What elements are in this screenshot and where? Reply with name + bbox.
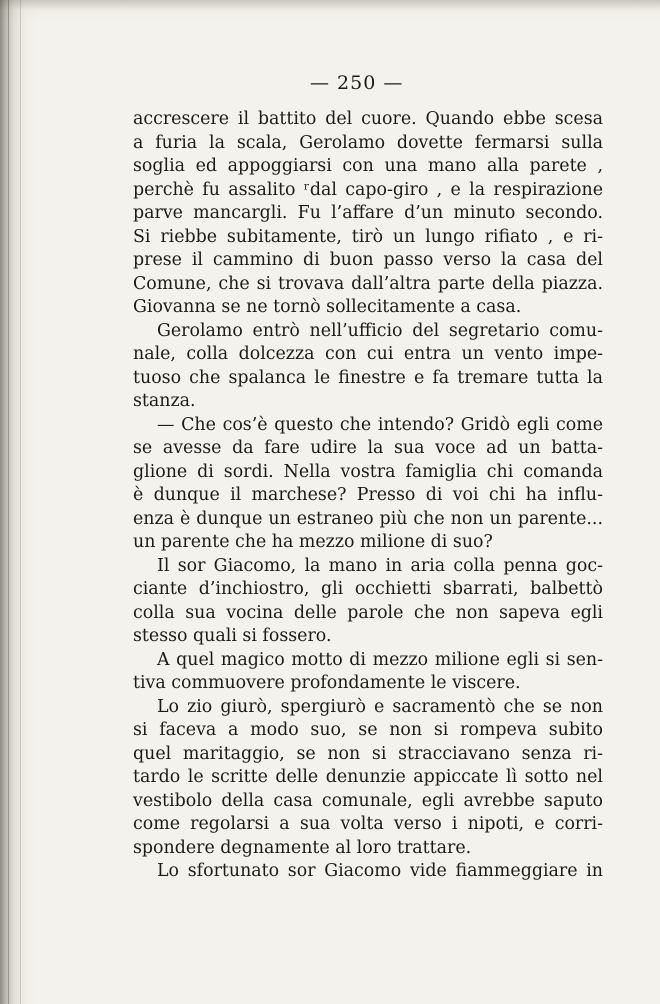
text-line: vestibolo della casa comunale, egli avrebbe saputo (133, 790, 603, 811)
text-line: nale, colla dolcezza con cui entra un vento impe- (133, 344, 603, 364)
gutter-edge-line (20, 0, 21, 1004)
page-number: — 250 — (310, 72, 404, 94)
gutter-edge-line (8, 0, 9, 1004)
text-line: si faceva a modo suo, se non si rompeva subito (133, 720, 603, 740)
text-line: spondere degnamente al loro trattare. (133, 837, 472, 858)
text-line: è dunque il marchese? Presso di voi chi ha influ- (133, 485, 603, 505)
text-line: colla sua vocina delle parole che non sapeva egli (133, 602, 603, 623)
text-line: stanza. (133, 391, 196, 411)
text-line: A quel magico motto di mezzo milione egli si sen- (157, 649, 603, 670)
text-line: stesso quali si fossero. (133, 626, 332, 646)
text-line: soglia ed appoggiarsi con una mano alla parete , (133, 156, 603, 176)
text-line: tuoso che spalanca le finestre e fa tremare tutta la (133, 367, 603, 388)
text-line: come regolarsi a sua volta verso i nipoti, e corri- (133, 814, 603, 834)
text-line: Lo zio giurò, spergiurò e sacramentò che se non (157, 696, 603, 717)
text-line: parve mancargli. Fu l’affare d’un minuto secondo. (133, 203, 603, 223)
text-line: Gerolamo entrò nell’ufficio del segretario comu- (157, 320, 603, 341)
text-line: tiva commuovere profondamente le viscere. (133, 673, 521, 693)
text-line: Comune, che si trovava dall’altra parte della piazza. (133, 273, 603, 294)
text-line: quel maritaggio, se non si stracciavano senza ri- (133, 743, 603, 764)
text-line: tardo le scritte delle denunzie appiccate lì sotto nel (133, 767, 603, 787)
text-line: enza è dunque un estraneo più che non un parente... (133, 508, 603, 529)
text-line: prese il cammino di buon passo verso la casa del (133, 250, 603, 270)
text-line: Il sor Giacomo, la mano in aria colla penna goc- (157, 555, 603, 576)
text-line: accrescere il battito del cuore. Quando ebbe scesa (133, 109, 603, 129)
text-line: perchè fu assalito ʳdal capo-giro , e la respirazione (133, 179, 603, 200)
text-line: ciante d’inchiostro, gli occhietti sbarrati, balbettò (133, 579, 603, 599)
text-line: Giovanna se ne tornò sollecitamente a casa. (133, 297, 522, 317)
text-line: Si riebbe subitamente, tirò un lungo rifiato , e ri- (133, 226, 603, 247)
text-line: un parente che ha mezzo milione di suo? (133, 532, 493, 552)
text-line: se avesse da fare udire la sua voce ad un batta- (133, 438, 603, 458)
text-line: glione di sordi. Nella vostra famiglia chi comanda (133, 461, 603, 482)
body-text (133, 108, 603, 884)
text-line: Lo sfortunato sor Giacomo vide fiammeggiare in (157, 861, 603, 881)
page-top-shadow (0, 0, 660, 22)
text-line: — Che cos’è questo che intendo? Gridò egli come (157, 414, 603, 435)
text-line: a furia la scala, Gerolamo dovette fermarsi sulla (133, 132, 603, 153)
page-gutter-shadow (0, 0, 38, 1004)
